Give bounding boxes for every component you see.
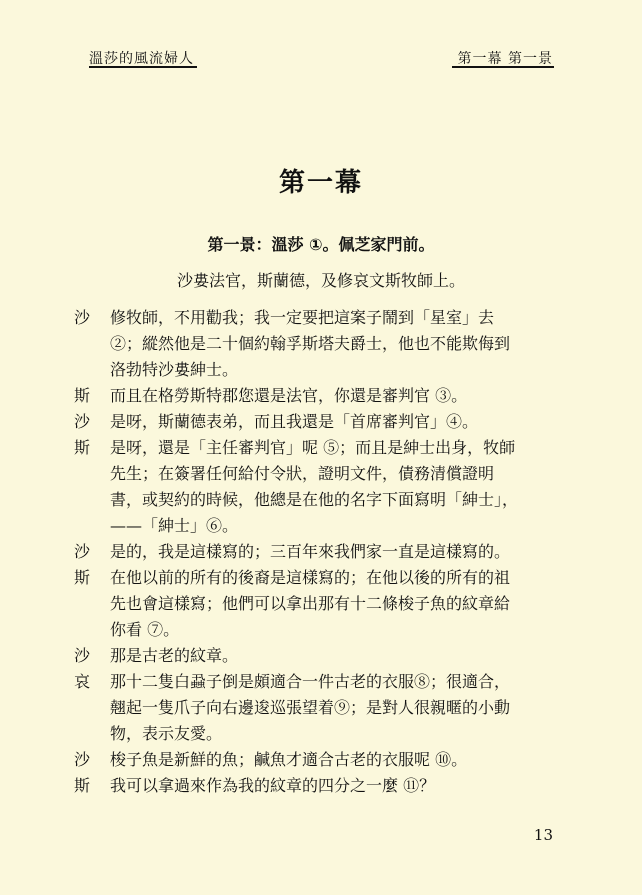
act-title: 第一幕 xyxy=(278,168,363,198)
speech-text xyxy=(110,669,560,747)
running-header-book-title: 溫莎的風流婦人 xyxy=(89,51,194,67)
speaker-tag: 沙 xyxy=(74,542,91,561)
speech-text xyxy=(110,565,560,643)
speaker-tag: 沙 xyxy=(74,308,91,327)
speech-line: 先也會這樣寫；他們可以拿出那有十二條梭子魚的紋章給 xyxy=(110,594,511,613)
speaker-tag: 哀 xyxy=(74,672,91,691)
running-header-section: 第一幕 第一景 xyxy=(457,51,553,67)
speaker-tag: 斯 xyxy=(74,568,91,587)
dialogue-line xyxy=(74,409,564,435)
speech-text xyxy=(110,383,560,409)
speech-text xyxy=(110,539,560,565)
speech-line: ——「紳士」⑥。 xyxy=(110,516,239,535)
speaker-tag: 斯 xyxy=(74,776,91,795)
stage-direction: 沙婁法官，斯蘭德，及修哀文斯牧師上。 xyxy=(176,271,465,290)
speech-line: 修牧師，不用勸我；我一定要把這案子鬧到「星室」去 xyxy=(110,308,495,327)
scene-title: 第一景：溫莎 ①。佩芝家門前。 xyxy=(207,235,435,254)
dialogue-body xyxy=(74,305,564,799)
dialogue-line xyxy=(74,565,564,643)
speech-line: 你看 ⑦。 xyxy=(110,620,180,639)
speech-text xyxy=(110,409,560,435)
dialogue-line xyxy=(74,383,564,409)
speech-line: 我可以拿過來作為我的紋章的四分之一麼 ⑪？ xyxy=(110,776,436,795)
speech-line: 是呀，斯蘭德表弟，而且我還是「首席審判官」④。 xyxy=(110,412,479,431)
dialogue-line xyxy=(74,539,564,565)
speech-text xyxy=(110,435,560,539)
dialogue-line xyxy=(74,435,564,539)
speaker-tag: 沙 xyxy=(74,412,91,431)
speech-line: 而且在格勞斯特郡您還是法官，你還是審判官 ③。 xyxy=(110,386,468,405)
speech-text xyxy=(110,643,560,669)
speaker-tag: 斯 xyxy=(74,386,91,405)
speech-line: 洛勃特沙婁紳士。 xyxy=(110,360,239,379)
header-rule-left xyxy=(89,66,197,68)
speech-line: 那是古老的紋章。 xyxy=(110,646,239,665)
speaker-tag: 沙 xyxy=(74,750,91,769)
speech-line: 是呀，還是「主任審判官」呢 ⑤；而且是紳士出身，牧師 xyxy=(110,438,516,457)
dialogue-line xyxy=(74,747,564,773)
speech-line: 在他以前的所有的後裔是這樣寫的；在他以後的所有的祖 xyxy=(110,568,511,587)
speech-line: 那十二隻白蝨子倒是頗適合一件古老的衣服⑧；很適合， xyxy=(110,672,511,691)
speech-line: 梭子魚是新鮮的魚；鹹魚才適合古老的衣服呢 ⑩。 xyxy=(110,750,468,769)
speech-line: 書，或契約的時候，他總是在他的名字下面寫明「紳士」， xyxy=(110,490,519,509)
speech-line: 物，表示友愛。 xyxy=(110,724,223,743)
speech-text xyxy=(110,305,560,383)
dialogue-line xyxy=(74,669,564,747)
speech-line: 先生；在簽署任何給付令狀，證明文件，債務清償證明 xyxy=(110,464,495,483)
dialogue-line xyxy=(74,643,564,669)
page-number: 13 xyxy=(533,826,553,844)
dialogue-line xyxy=(74,305,564,383)
speaker-tag: 斯 xyxy=(74,438,91,457)
speech-text xyxy=(110,747,560,773)
speech-text xyxy=(110,773,560,799)
header-rule-right xyxy=(452,66,554,68)
dialogue-line xyxy=(74,773,564,799)
speech-line: ②；縱然他是二十個約翰孚斯塔夫爵士，他也不能欺侮到 xyxy=(110,334,511,353)
speech-line: 翹起一隻爪子向右邊逡巡張望着⑨；是對人很親暱的小動 xyxy=(110,698,511,717)
speech-line: 是的，我是這樣寫的；三百年來我們家一直是這樣寫的。 xyxy=(110,542,511,561)
speaker-tag: 沙 xyxy=(74,646,91,665)
